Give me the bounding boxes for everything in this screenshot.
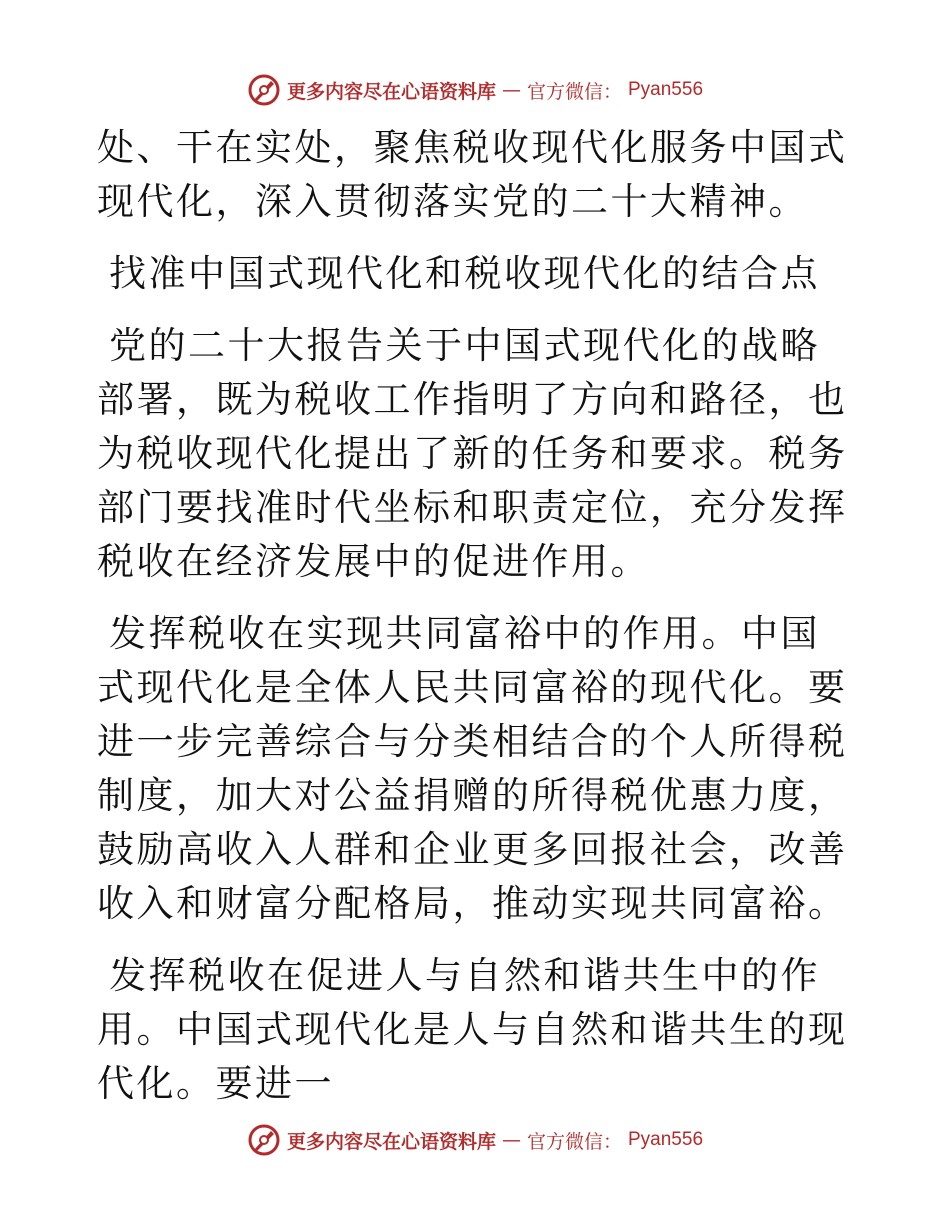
quill-logo-icon (247, 1123, 281, 1157)
watermark-id: Pyan556 (628, 79, 704, 100)
footer-watermark (0, 1120, 950, 1160)
document-body (97, 121, 857, 1129)
watermark-text: 更多内容尽在心语资料库 (286, 80, 496, 103)
watermark-id: Pyan556 (628, 1129, 704, 1150)
paragraph-3: 发挥税收在实现共同富裕中的作用。中国式现代化是全体人民共同富裕的现代化。要进一步完善综合与分类相结合的个人所得税制度，加大对公益捐赠的所得税优惠力度，鼓励高收入人群和企业更多回报社会，改善收入和财富分配格局，推动实现共同富裕。 (97, 612, 848, 925)
section-heading: 找准中国式现代化和税收现代化的结合点 (109, 252, 820, 295)
paragraph-4: 发挥税收在促进人与自然和谐共生中的作用。中国式现代化是人与自然和谐共生的现代化。要进一 (97, 954, 848, 1105)
paragraph-2: 党的二十大报告关于中国式现代化的战略部署，既为税收工作指明了方向和路径，也为税收现代化提出了新的任务和要求。税务部门要找准时代坐标和职责定位，充分发挥税收在经济发展中的促进作用。 (97, 324, 848, 583)
watermark-separator: — (501, 79, 521, 101)
watermark-label: 官方微信： (526, 80, 622, 103)
header-watermark (0, 70, 950, 110)
watermark-separator: — (501, 1129, 521, 1151)
quill-logo-icon (247, 73, 281, 107)
watermark-text: 更多内容尽在心语资料库 (286, 1130, 496, 1153)
watermark-label: 官方微信： (526, 1130, 622, 1153)
paragraph-1: 处、干在实处，聚焦税收现代化服务中国式现代化，深入贯彻落实党的二十大精神。 (97, 126, 848, 223)
